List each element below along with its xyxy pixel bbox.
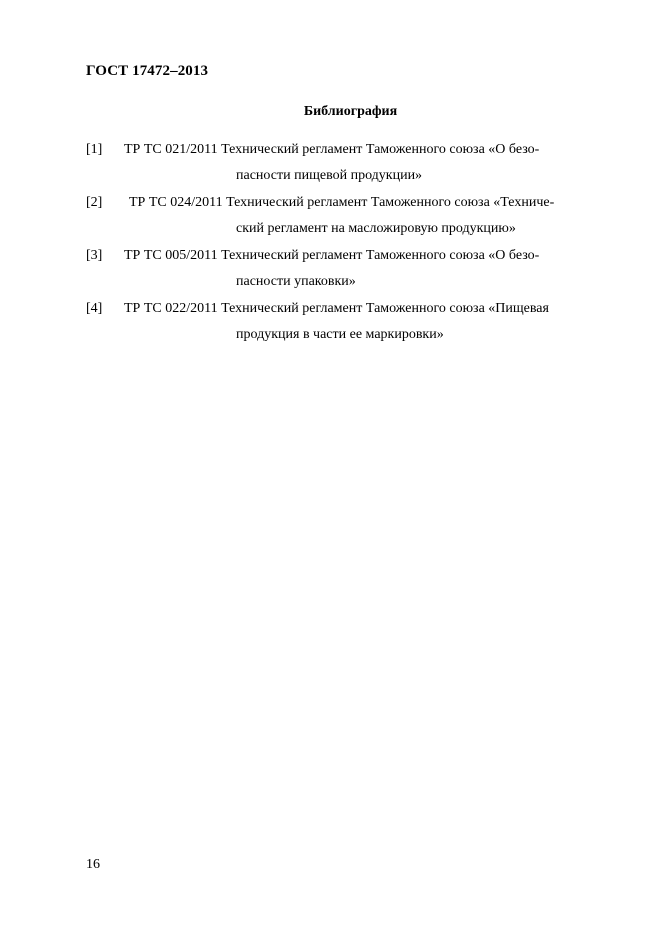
bibliography-entry-number: [3] [86, 248, 103, 263]
page-number: 16 [86, 857, 100, 872]
bibliography-entry-text: ТР ТС 005/2011 Технический регламент Таможенного союза «О безо- [124, 248, 540, 263]
bibliography-entry-text: ТР ТС 022/2011 Технический регламент Таможенного союза «Пищевая [124, 301, 549, 316]
bibliography-entry-continuation: пасности упаковки» [236, 274, 356, 289]
bibliography-entry-continuation: продукция в части ее маркировки» [236, 327, 444, 342]
bibliography-entry-continuation: пасности пищевой продукции» [236, 168, 423, 183]
bibliography-entry [86, 296, 626, 340]
bibliography-entry-number: [1] [86, 142, 103, 157]
bibliography-entry-continuation: ский регламент на масложировую продукцию» [236, 221, 516, 236]
bibliography-entry [86, 190, 626, 234]
bibliography-entry [86, 137, 626, 181]
bibliography-entry-text: ТР ТС 024/2011 Технический регламент Таможенного союза «Техниче- [129, 195, 555, 210]
document-header: ГОСТ 17472–2013 [86, 63, 209, 79]
bibliography-entry-number: [4] [86, 301, 103, 316]
bibliography-entry [86, 243, 626, 287]
bibliography-entry-number: [2] [86, 195, 103, 210]
section-title: Библиография [303, 104, 398, 119]
bibliography-entry-text: ТР ТС 021/2011 Технический регламент Таможенного союза «О безо- [124, 142, 540, 157]
